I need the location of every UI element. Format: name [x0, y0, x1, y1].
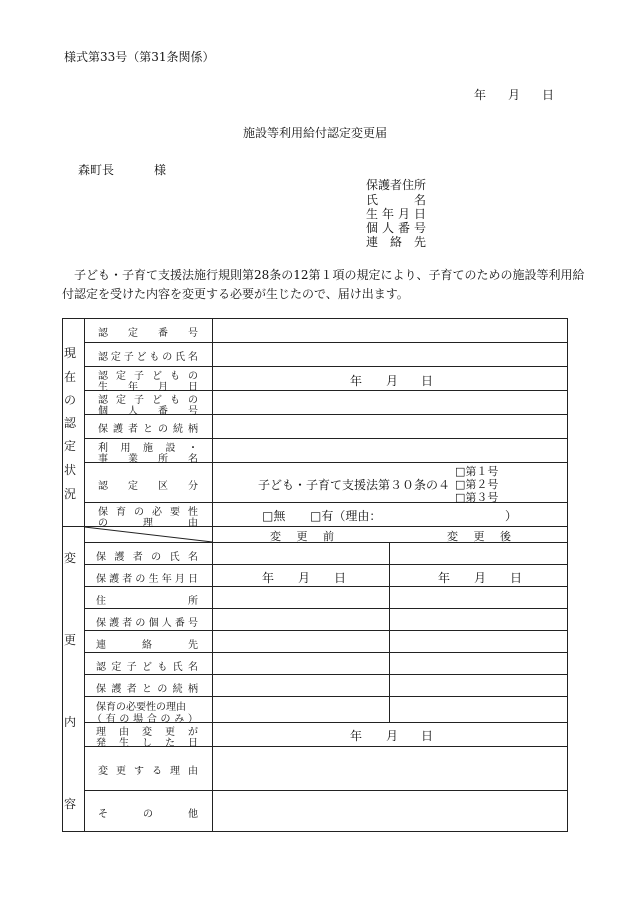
row-label-category: 認 定 区 分: [98, 481, 198, 492]
honorific: 様: [154, 163, 167, 177]
change-label-reason: 変 更 す る 理 由: [98, 766, 198, 777]
row-label-child-dob-top: 認 定 子 ど も の: [98, 371, 198, 382]
change-label-char: 内: [63, 715, 76, 729]
intro-line-2: 付認定を受けた内容を変更する必要が生じたので、届け出ます。: [62, 287, 409, 301]
change-label-guardian-id: 保 護 者 の 個 人 番 号: [96, 618, 198, 629]
after-header: 変 更 後: [447, 530, 511, 543]
intro-line-1: 子ども・子育て支援法施行規則第28条の12第１項の規定により、子育てのための施設等利用給: [74, 268, 585, 282]
applicant-name-label: 氏 名: [366, 193, 426, 207]
current-label-char: 定: [63, 439, 76, 453]
applicant-address-label: 保護者住所: [366, 178, 427, 192]
page-title: 施設等利用給付認定変更届: [242, 126, 387, 140]
change-label-char: 更: [63, 633, 76, 647]
category-law-text: 子ども・子育て支援法第３０条の４: [258, 478, 451, 492]
form-number: 様式第33号（第31条関係）: [64, 50, 215, 64]
row-label-necessity-bottom: の 理 由: [98, 518, 198, 529]
row-label-facility-top: 利 用 施 設 ・: [98, 443, 198, 454]
row-label-child-dob-bottom: 生 年 月 日: [98, 382, 198, 393]
change-label-child-name: 認 定 子 ど も 氏 名: [96, 662, 198, 673]
change-label-contact: 連 絡 先: [96, 640, 198, 651]
after-dob-day: 日: [510, 571, 523, 585]
current-label-char: 在: [63, 370, 76, 384]
necessity-yes-checkbox[interactable]: □有（理由：: [310, 509, 382, 523]
applicant-id-label: 個 人 番 号: [366, 221, 426, 235]
row-label-child-id-top: 認 定 子 ど も の: [98, 395, 198, 406]
date-year-label: 年: [474, 88, 487, 102]
change-label-necessity-top: 保育の必要性の理由: [96, 702, 186, 713]
necessity-none-checkbox[interactable]: □無: [262, 509, 286, 523]
row-label-necessity-top: 保 育 の 必 要 性: [98, 507, 198, 518]
current-label-char: の: [63, 393, 76, 407]
category-option-1[interactable]: □第１号: [455, 465, 499, 478]
applicant-dob-label: 生 年 月 日: [366, 207, 426, 221]
current-label-char: 況: [63, 487, 76, 501]
row-label-child-name: 認 定 子 ど も の 氏 名: [98, 352, 198, 363]
change-label-guardian-dob: 保 護 者 の 生 年 月 日: [96, 574, 198, 585]
change-label-char: 容: [63, 797, 76, 811]
change-label-change-date-bottom: 発 生 し た 日: [96, 738, 198, 749]
necessity-close-paren: ）: [505, 509, 518, 523]
current-label-char: 状: [63, 463, 76, 477]
child-dob-year: 年: [350, 374, 363, 388]
change-label-change-date-top: 理 由 変 更 が: [96, 727, 198, 738]
category-option-3[interactable]: □第３号: [455, 491, 499, 504]
current-label-char: 現: [63, 346, 76, 360]
before-dob-year: 年: [262, 571, 275, 585]
change-label-char: 変: [63, 551, 76, 565]
after-dob-year: 年: [438, 571, 451, 585]
change-date-day: 日: [421, 729, 434, 743]
category-option-2[interactable]: □第２号: [455, 478, 499, 491]
change-label-relation: 保 護 者 と の 続 柄: [96, 684, 198, 695]
row-label-relation: 保 護 者 と の 続 柄: [98, 424, 198, 435]
change-date-month: 月: [386, 729, 399, 743]
current-label-char: 認: [63, 416, 76, 430]
before-dob-month: 月: [298, 571, 311, 585]
date-day-label: 日: [542, 88, 555, 102]
addressee: 森町長: [78, 163, 115, 177]
change-label-other: そ の 他: [98, 809, 198, 820]
row-label-cert-number: 認 定 番 号: [98, 328, 198, 339]
date-month-label: 月: [508, 88, 521, 102]
before-dob-day: 日: [334, 571, 347, 585]
change-label-necessity-bottom: （ 有 の 場 合 の み ）: [92, 714, 198, 725]
child-dob-day: 日: [421, 374, 434, 388]
child-dob-month: 月: [386, 374, 399, 388]
change-date-year: 年: [350, 729, 363, 743]
change-label-address: 住 所: [96, 596, 198, 607]
row-label-child-id-bottom: 個 人 番 号: [98, 406, 198, 417]
applicant-contact-label: 連 絡 先: [366, 235, 426, 249]
before-header: 変 更 前: [270, 530, 334, 543]
change-label-guardian-name: 保 護 者 の 氏 名: [96, 552, 198, 563]
after-dob-month: 月: [474, 571, 487, 585]
row-label-facility-bottom: 事 業 所 名: [98, 454, 198, 465]
